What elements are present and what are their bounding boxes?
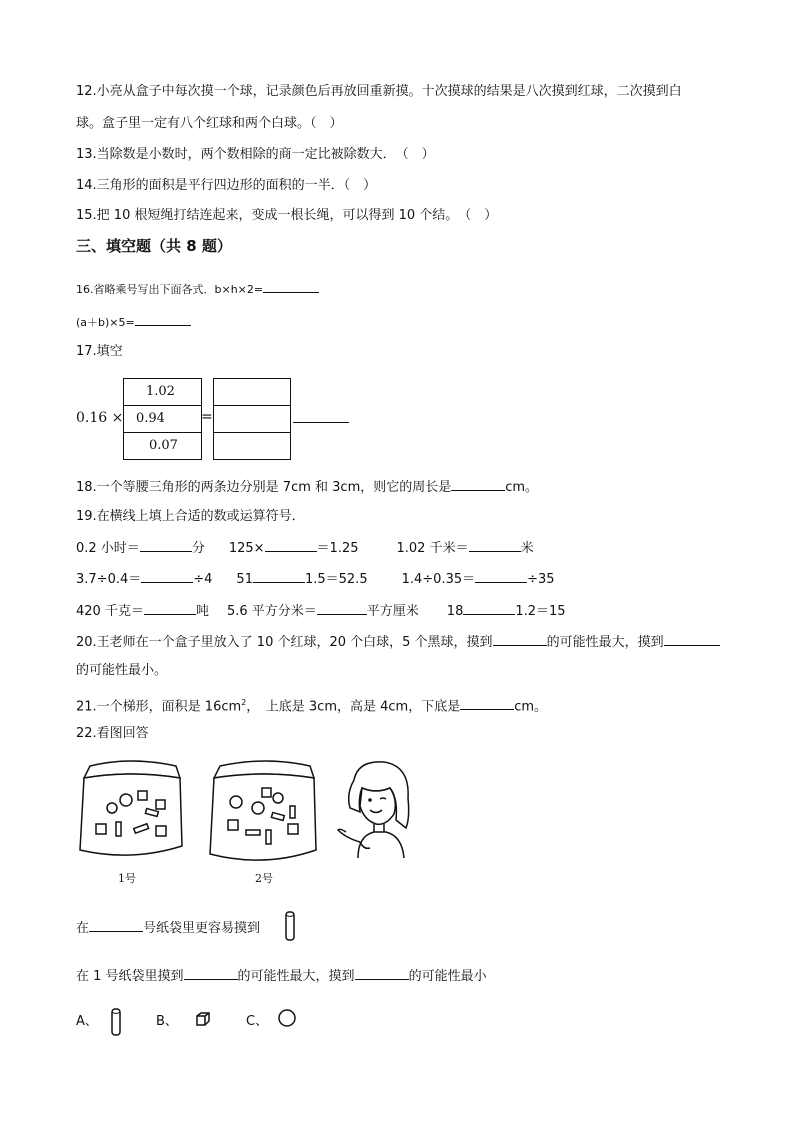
- q14: 14.三角形的面积是平行四边形的面积的一半．（ ）: [76, 178, 377, 193]
- answer-blank[interactable]: [664, 632, 720, 646]
- answer-blank[interactable]: [493, 632, 547, 646]
- answer-blank[interactable]: [253, 569, 305, 583]
- option-c-label: C、: [246, 1014, 269, 1029]
- q17-value: 0.94: [124, 406, 201, 433]
- q19-title: 19.在横线上填上合适的数或运算符号．: [76, 509, 305, 524]
- cylinder-icon: [110, 1007, 122, 1037]
- answer-blank[interactable]: [451, 477, 505, 491]
- answer-blank[interactable]: [184, 966, 238, 980]
- paper-bag-2-illustration: [206, 758, 321, 866]
- answer-blank[interactable]: [141, 569, 193, 583]
- q19-text: 平方厘米: [366, 604, 419, 619]
- bag-2-label: 2号: [255, 872, 273, 885]
- q19-text: 3.7÷0.4＝: [76, 572, 142, 587]
- bag-1-label: 1号: [118, 872, 136, 885]
- q20-text: 20.王老师在一个盒子里放入了 10 个红球，20 个白球，5 个黑球，摸到: [76, 635, 493, 650]
- q20-text: 的可能性最大，摸到: [546, 635, 664, 650]
- answer-blank[interactable]: [144, 601, 196, 615]
- answer-blank[interactable]: [135, 312, 191, 326]
- q19-text: 51: [236, 572, 253, 587]
- q17-value: 1.02: [124, 379, 201, 406]
- answer-blank[interactable]: [263, 279, 319, 293]
- q19-text: 1.5＝52.5: [304, 572, 368, 587]
- q15: 15.把 10 根短绳打结连起来，变成一根长绳，可以得到 10 个结。 （ ）: [76, 208, 498, 223]
- q18-unit: cm。: [505, 480, 539, 495]
- q19-text: 1.4÷0.35＝: [401, 572, 476, 587]
- q22-text: 在 1 号纸袋里摸到: [76, 969, 184, 984]
- q17-value: 0.07: [149, 438, 178, 453]
- q21-text: 21.一个梯形，面积是 16cm: [76, 699, 242, 715]
- q19-text: 分: [191, 541, 205, 556]
- times-sign: ×: [111, 410, 124, 426]
- q19-text: 18: [446, 604, 464, 619]
- q12-line2: 球。盒子里一定有八个红球和两个白球。（ ）: [76, 116, 343, 131]
- q20-line1: [76, 632, 720, 652]
- q19-row1: [76, 538, 534, 558]
- q22-title: 22.看图回答: [76, 726, 149, 741]
- q19-text: ＝1.25: [316, 541, 359, 556]
- answer-blank[interactable]: [355, 966, 409, 980]
- option-a-label: A、: [76, 1014, 98, 1029]
- paper-bag-1-illustration: [76, 758, 186, 860]
- sphere-icon: [277, 1008, 297, 1028]
- q16-a: [76, 279, 319, 299]
- q22-text: 在: [76, 921, 90, 936]
- q19-row2: [76, 569, 555, 589]
- q19-row3: [76, 601, 566, 621]
- q18-text: 18.一个等腰三角形的两条边分别是 7cm 和 3cm，则它的周长是: [76, 480, 452, 495]
- q12-line1: 12.小亮从盒子中每次摸一个球，记录颜色后再放回重新摸。十次摸球的结果是八次摸到红球，二次摸到白: [76, 84, 682, 99]
- q19-text: 420 千克＝: [76, 604, 144, 619]
- q17-answer-table: [213, 378, 291, 460]
- answer-cell[interactable]: [214, 406, 290, 433]
- q19-text: 吨: [195, 604, 209, 619]
- answer-blank[interactable]: [475, 569, 527, 583]
- q19-text: 0.2 小时＝: [76, 541, 140, 556]
- answer-blank[interactable]: [293, 422, 349, 423]
- q22-sentence-2: [76, 966, 487, 986]
- answer-blank[interactable]: [469, 538, 521, 552]
- cylinder-icon: [284, 910, 296, 942]
- q21: [76, 694, 547, 716]
- answer-blank[interactable]: [89, 918, 143, 932]
- q16-b: [76, 312, 191, 332]
- q19-text: 1.02 千米＝: [396, 541, 469, 556]
- q22-text: 号纸袋里更容易摸到: [143, 921, 261, 936]
- q19-text: 125×: [228, 541, 265, 556]
- answer-blank[interactable]: [463, 601, 515, 615]
- answer-blank[interactable]: [460, 696, 514, 710]
- q17-title: 17.填空: [76, 344, 123, 359]
- q16-b-text: (a＋b)×5=: [76, 316, 135, 329]
- answer-blank[interactable]: [265, 538, 317, 552]
- q20-line2: 的可能性最小。: [76, 663, 168, 678]
- answer-blank[interactable]: [317, 601, 367, 615]
- girl-illustration: [336, 758, 416, 860]
- answer-blank[interactable]: [140, 538, 192, 552]
- q22-sentence-1: [76, 918, 260, 938]
- option-b-label: B、: [156, 1014, 178, 1029]
- q13: 13.当除数是小数时，两个数相除的商一定比被除数大． （ ）: [76, 147, 435, 162]
- section-title: 三、填空题（共 8 题）: [76, 237, 232, 255]
- q19-text: ÷4: [193, 572, 213, 587]
- cube-icon: [195, 1011, 211, 1027]
- answer-cell[interactable]: [214, 379, 290, 406]
- q19-text: 米: [520, 541, 534, 556]
- q16-a-text: 16.省略乘号写出下面各式．b×h×2=: [76, 283, 264, 296]
- answer-cell[interactable]: [214, 433, 290, 459]
- equals-sign: =: [201, 409, 213, 425]
- q17-multiplier-value: 0.16: [76, 410, 108, 426]
- q22-text: 的可能性最小: [408, 969, 487, 984]
- q19-text: 1.2＝15: [515, 604, 566, 619]
- q21-superscript: 2: [241, 698, 247, 707]
- q21-unit: cm。: [514, 699, 548, 715]
- q17-multiplier: [76, 409, 123, 427]
- q17-value-table: [123, 378, 202, 460]
- q22-text: 的可能性最大，摸到: [237, 969, 355, 984]
- q19-text: 5.6 平方分米＝: [226, 604, 317, 619]
- q19-text: ÷35: [527, 572, 555, 587]
- q18: [76, 477, 538, 497]
- q21-text: ， 上底是 3cm，高是 4cm，下底是: [246, 699, 461, 715]
